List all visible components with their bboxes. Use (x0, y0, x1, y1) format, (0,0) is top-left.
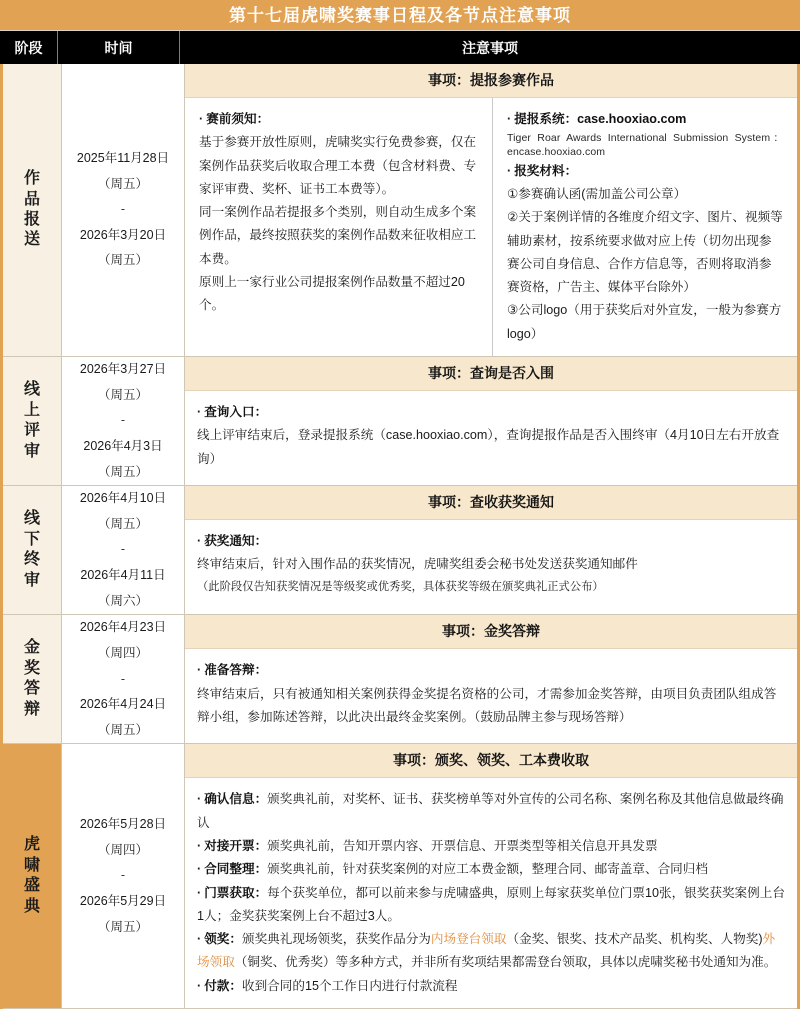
stage-cell (2, 615, 62, 744)
date-range-dash: - (120, 868, 126, 883)
stage-label: 作 品 报 送 (23, 170, 40, 249)
notes-header: 事项：查询是否入围 (185, 357, 797, 391)
time-cell (62, 486, 185, 615)
stage-label: 虎 啸 盛 典 (23, 836, 40, 915)
notes-header: 事项：提报参赛作品 (185, 64, 797, 98)
notes-lead: · 查询入口： (197, 401, 785, 424)
start-weekday: （周四） (97, 842, 148, 857)
column-header-stage: 阶段 (0, 31, 58, 64)
notes-paragraph: 原则上一家行业公司提报案例作品数量不超过20个。 (199, 275, 465, 313)
notes-header: 事项：查收获奖通知 (185, 486, 797, 520)
gala-item-text: 收到合同的15个工作日内进行付款流程 (241, 978, 458, 993)
page-title: 第十七届虎啸奖赛事日程及各节点注意事项 (229, 5, 571, 25)
table-row (2, 744, 799, 1009)
table-row (2, 357, 799, 486)
page-title-band (0, 0, 800, 31)
notes-paragraph: 终审结束后，只有被通知相关案例获得金奖提名资格的公司，才需参加金奖答辩，由项目负责团队组成答辩小组，参加陈述答辩，以此决出最终金奖案例。（鼓励品牌主参与现场答辩） (197, 686, 777, 724)
end-date: 2026年5月29日 (79, 894, 167, 909)
material-item: ②关于案例详情的各维度介绍文字、图片、视频等辅助素材，按系统要求做对应上传（切勿出现参赛公司自身信息、合作方信息等，否则将取消参赛资格，广告主、媒体平台除外） (507, 210, 783, 295)
gala-item-text: 颁奖典礼现场领奖，获奖作品分为 (241, 932, 431, 947)
stage-label: 线 下 终 审 (23, 510, 40, 589)
gala-item-text: （金奖、银奖、技术产品奖、机构奖、人物奖) (506, 932, 763, 947)
submission-system-english: Tiger Roar Awards International Submission System：encase.hooxiao.com (507, 132, 784, 159)
notes-body (185, 778, 797, 1008)
column-header-notes: 注意事项 (462, 39, 518, 56)
table-row (2, 64, 799, 357)
notes-body (185, 649, 797, 739)
notes-body (185, 391, 797, 481)
notes-body (185, 520, 797, 607)
table-row (2, 615, 799, 744)
end-date: 2026年4月3日 (83, 438, 163, 453)
end-date: 2026年4月24日 (79, 697, 167, 712)
start-date: 2026年5月28日 (79, 817, 167, 832)
gala-item-text: 每个获奖单位，都可以前来参与虎啸盛典，原则上每家获奖单位门票10张，银奖获奖案例上台1人；金奖获奖案例上台不超过3人。 (197, 885, 785, 923)
date-range-dash: - (120, 542, 126, 557)
column-header-time: 时间 (58, 31, 180, 64)
end-weekday: （周五） (97, 919, 148, 934)
notes-paragraph: 同一案例作品若提报多个类别，则自动生成多个案例作品，最终按照获奖的案例作品数来征收相应工本费。 (199, 205, 477, 266)
end-date: 2026年4月11日 (80, 568, 166, 583)
date-range-dash: - (120, 413, 126, 428)
start-date: 2026年4月10日 (79, 491, 167, 506)
stage-label: 金 奖 答 辩 (23, 639, 40, 718)
gala-item: · 对接开票：颁奖典礼前，告知开票内容、开票信息、开票类型等相关信息开具发票 (197, 835, 785, 858)
end-date: 2026年3月20日 (79, 227, 167, 242)
start-weekday: （周五） (97, 387, 148, 402)
gala-item: · 付款：收到合同的15个工作日内进行付款流程 (197, 975, 785, 998)
start-weekday: （周五） (97, 516, 148, 531)
gala-item-text: 颁奖典礼前，告知开票内容、开票信息、开票类型等相关信息开具发票 (267, 838, 658, 853)
schedule-table (0, 64, 800, 1009)
gala-item: · 确认信息：颁奖典礼前，对奖杯、证书、获奖榜单等对外宣传的公司名称、案例名称及其他信息做最终确认 (197, 788, 785, 835)
notes-header: 事项：颁奖、领奖、工本费收取 (185, 744, 797, 778)
date-range-dash: - (120, 671, 126, 686)
material-item: ③公司logo（用于获奖后对外宣发，一般为参赛方logo） (507, 303, 782, 341)
submission-system-lead: · 提报系统：case.hooxiao.com (507, 108, 784, 131)
stage-cell (2, 357, 62, 486)
end-weekday: （周五） (97, 464, 148, 479)
time-cell (62, 615, 185, 744)
notes-lead: · 获奖通知： (197, 530, 785, 553)
start-date: 2025年11月28日 (76, 150, 170, 165)
gala-item-text: 颁奖典礼前，针对获奖案例的对应工本费金额，整理合同、邮寄盖章、合同归档 (267, 862, 708, 877)
end-weekday: （周六） (97, 593, 148, 608)
notes-cell (185, 744, 799, 1009)
notes-cell (185, 64, 799, 357)
stage-cell (2, 744, 62, 1009)
gala-item: · 领奖：颁奖典礼现场领奖，获奖作品分为内场登台领取（金奖、银奖、技术产品奖、机构奖、人物奖)外场领取（铜奖、优秀奖）等多种方式，并非所有奖项结果都需登台领取，具体以虎啸奖秘书处通知为准。 (197, 928, 785, 975)
start-date: 2026年4月23日 (79, 620, 167, 635)
notes-cell (185, 357, 799, 486)
date-range-dash: - (120, 202, 126, 217)
notes-pane-left (185, 98, 493, 356)
notes-cell (185, 615, 799, 744)
notes-subnote: （此阶段仅告知获奖情况是等级奖或优秀奖，具体获奖等级在颁奖典礼正式公布） (197, 580, 604, 593)
notes-pane-right (493, 98, 797, 356)
gala-item: · 合同整理：颁奖典礼前，针对获奖案例的对应工本费金额，整理合同、邮寄盖章、合同归档 (197, 858, 785, 881)
time-cell (62, 64, 185, 357)
start-date: 2026年3月27日 (79, 362, 167, 377)
gala-item-text: 颁奖典礼前，对奖杯、证书、获奖榜单等对外宣传的公司名称、案例名称及其他信息做最终确认 (197, 792, 784, 830)
notes-lead: · 赛前须知： (199, 108, 479, 131)
materials-lead: · 报奖材料： (507, 160, 784, 183)
time-cell (62, 744, 185, 1009)
notes-paragraph: 基于参赛开放性原则，虎啸奖实行免费参赛，仅在案例作品获奖后收取合理工本费（包含材料费、专家评审费、奖杯、证书工本费等）。 (199, 135, 477, 196)
notes-body (185, 98, 797, 356)
notes-lead: · 准备答辩： (197, 659, 785, 682)
stage-label: 线 上 评 审 (23, 381, 40, 460)
stage-cell (2, 486, 62, 615)
notes-paragraph: 终审结束后，针对入围作品的获奖情况，虎啸奖组委会秘书处发送获奖通知邮件 (197, 557, 638, 572)
highlight-inner-stage: 内场登台领取 (430, 932, 507, 947)
material-item: ①参赛确认函(需加盖公司公章） (507, 186, 687, 201)
highlight-outer-stage: 外场领取 (197, 932, 776, 970)
notes-paragraph: 线上评审结束后，登录提报系统（case.hooxiao.com），查询提报作品是否入围终审（4月10日左右开放查询） (197, 428, 780, 466)
gala-item: · 门票获取：每个获奖单位，都可以前来参与虎啸盛典，原则上每家获奖单位门票10张，银奖获奖案例上台1人；金奖获奖案例上台不超过3人。 (197, 882, 785, 929)
time-cell (62, 357, 185, 486)
table-column-header (0, 31, 800, 64)
table-row (2, 486, 799, 615)
start-weekday: （周五） (97, 176, 148, 191)
end-weekday: （周五） (97, 253, 148, 268)
start-weekday: （周四） (97, 645, 148, 660)
notes-header: 事项：金奖答辩 (185, 615, 797, 649)
notes-cell (185, 486, 799, 615)
stage-cell (2, 64, 62, 357)
submission-system-url[interactable]: case.hooxiao.com (577, 112, 687, 126)
gala-item-text: （铜奖、优秀奖）等多种方式，并非所有奖项结果都需登台领取，具体以虎啸奖秘书处通知为准。 (234, 955, 777, 970)
end-weekday: （周五） (97, 722, 148, 737)
